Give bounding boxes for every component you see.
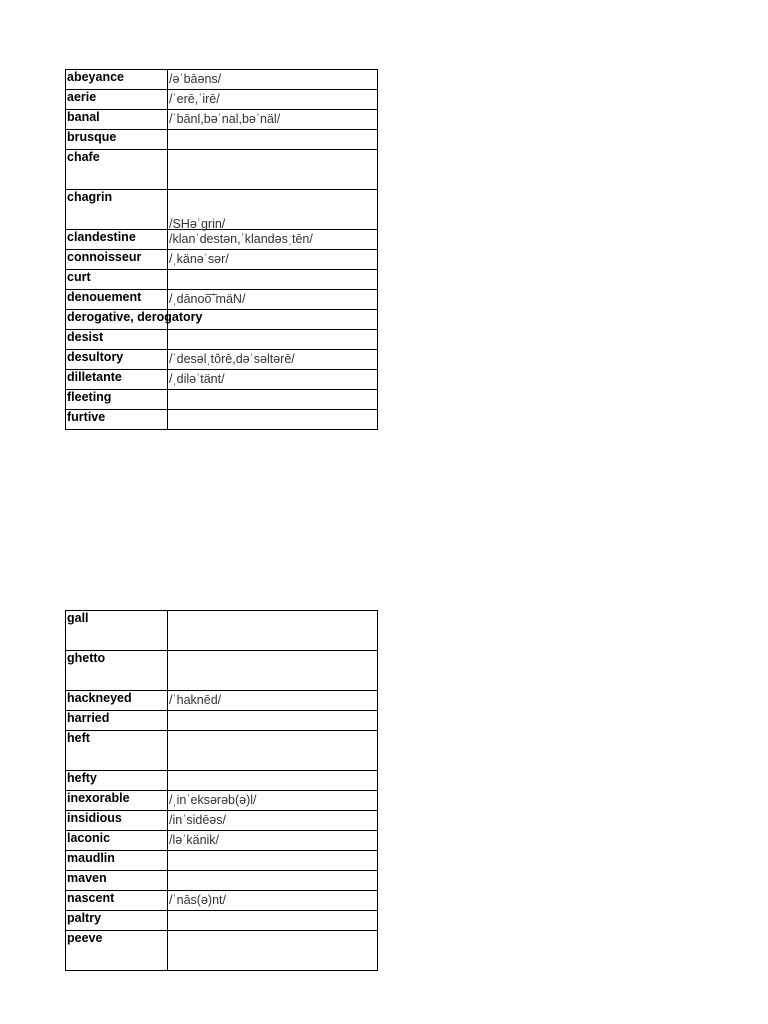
pronunciation-text: /klanˈdestən,ˈklandəsˌtēn/ — [169, 232, 313, 246]
table-row — [66, 230, 378, 250]
pronunciation-cell — [168, 330, 378, 350]
table-row — [66, 90, 378, 110]
pronunciation-cell — [168, 831, 378, 851]
word-cell: banal — [66, 110, 168, 130]
table-row — [66, 370, 378, 390]
pronunciation-cell — [168, 290, 378, 310]
pronunciation-cell — [168, 110, 378, 130]
table-row — [66, 390, 378, 410]
pronunciation-cell — [168, 911, 378, 931]
word-cell: chagrin — [66, 190, 168, 230]
table-row — [66, 290, 378, 310]
pronunciation-cell — [168, 150, 378, 190]
pronunciation-text: /ˈerē,ˈirē/ — [169, 92, 220, 106]
table-row — [66, 190, 378, 230]
table-row — [66, 731, 378, 771]
word-cell: desultory — [66, 350, 168, 370]
pronunciation-cell — [168, 851, 378, 871]
pronunciation-cell — [168, 651, 378, 691]
pronunciation-cell — [168, 611, 378, 651]
pronunciation-cell — [168, 390, 378, 410]
word-cell: gall — [66, 611, 168, 651]
pronunciation-text: /ˌdiləˈtänt/ — [169, 372, 225, 386]
vocab-table-1 — [65, 69, 378, 430]
vocab-table-2 — [65, 610, 378, 971]
word-cell: inexorable — [66, 791, 168, 811]
pronunciation-cell — [168, 370, 378, 390]
word-cell: heft — [66, 731, 168, 771]
pronunciation-cell — [168, 190, 378, 230]
pronunciation-text: /ˈbānl,bəˈnal,bəˈnäl/ — [169, 112, 281, 126]
table-row — [66, 611, 378, 651]
table-row — [66, 110, 378, 130]
word-cell: insidious — [66, 811, 168, 831]
pronunciation-text: /ˌkänəˈsər/ — [169, 252, 229, 266]
pronunciation-text: /SHəˈgrin/ — [169, 217, 226, 231]
table-row — [66, 130, 378, 150]
word-cell: nascent — [66, 891, 168, 911]
table-row — [66, 791, 378, 811]
word-cell: dilletante — [66, 370, 168, 390]
word-cell: brusque — [66, 130, 168, 150]
pronunciation-text: /inˈsidēəs/ — [169, 813, 226, 827]
table-row — [66, 831, 378, 851]
table-row — [66, 891, 378, 911]
pronunciation-cell — [168, 410, 378, 430]
pronunciation-text: /ˈdesəlˌtôrē,dəˈsəltərē/ — [169, 352, 295, 366]
table-row — [66, 270, 378, 290]
word-cell: maudlin — [66, 851, 168, 871]
word-cell: peeve — [66, 931, 168, 971]
word-cell: clandestine — [66, 230, 168, 250]
table-row — [66, 651, 378, 691]
word-cell: connoisseur — [66, 250, 168, 270]
word-cell: harried — [66, 711, 168, 731]
word-cell: aerie — [66, 90, 168, 110]
pronunciation-cell — [168, 130, 378, 150]
table-row — [66, 410, 378, 430]
word-cell: furtive — [66, 410, 168, 430]
table-row — [66, 931, 378, 971]
table-row — [66, 711, 378, 731]
pronunciation-cell — [168, 931, 378, 971]
pronunciation-cell — [168, 270, 378, 290]
word-cell: laconic — [66, 831, 168, 851]
pronunciation-text: /ˈhaknēd/ — [169, 693, 222, 707]
pronunciation-cell — [168, 811, 378, 831]
word-cell: chafe — [66, 150, 168, 190]
pronunciation-cell — [168, 70, 378, 90]
pronunciation-cell — [168, 871, 378, 891]
word-cell: desist — [66, 330, 168, 350]
pronunciation-text: /ˌdānoo͞ˈmäN/ — [169, 292, 246, 306]
pronunciation-cell — [168, 90, 378, 110]
word-cell: paltry — [66, 911, 168, 931]
pronunciation-cell — [168, 250, 378, 270]
table-row — [66, 150, 378, 190]
pronunciation-cell — [168, 791, 378, 811]
word-cell: fleeting — [66, 390, 168, 410]
pronunciation-cell — [168, 691, 378, 711]
table-row — [66, 851, 378, 871]
pronunciation-text: /ˈnās(ə)nt/ — [169, 893, 226, 907]
table-row — [66, 310, 378, 330]
pronunciation-text: /ləˈkänik/ — [169, 833, 220, 847]
table-row — [66, 70, 378, 90]
table-row — [66, 350, 378, 370]
word-cell: ghetto — [66, 651, 168, 691]
pronunciation-cell — [168, 771, 378, 791]
table-row — [66, 871, 378, 891]
table-row — [66, 250, 378, 270]
pronunciation-cell — [168, 711, 378, 731]
table-row — [66, 811, 378, 831]
word-cell: derogative, derogatory — [66, 310, 168, 330]
word-cell: abeyance — [66, 70, 168, 90]
word-cell: denouement — [66, 290, 168, 310]
pronunciation-cell — [168, 230, 378, 250]
pronunciation-cell — [168, 731, 378, 771]
pronunciation-text: /əˈbāəns/ — [169, 72, 222, 86]
table-row — [66, 911, 378, 931]
table-row — [66, 691, 378, 711]
word-cell: maven — [66, 871, 168, 891]
word-cell: curt — [66, 270, 168, 290]
pronunciation-text: /ˌinˈeksərəb(ə)l/ — [169, 793, 257, 807]
pronunciation-cell — [168, 891, 378, 911]
word-cell: hefty — [66, 771, 168, 791]
table-row — [66, 330, 378, 350]
table-row — [66, 771, 378, 791]
word-cell: hackneyed — [66, 691, 168, 711]
pronunciation-cell — [168, 350, 378, 370]
